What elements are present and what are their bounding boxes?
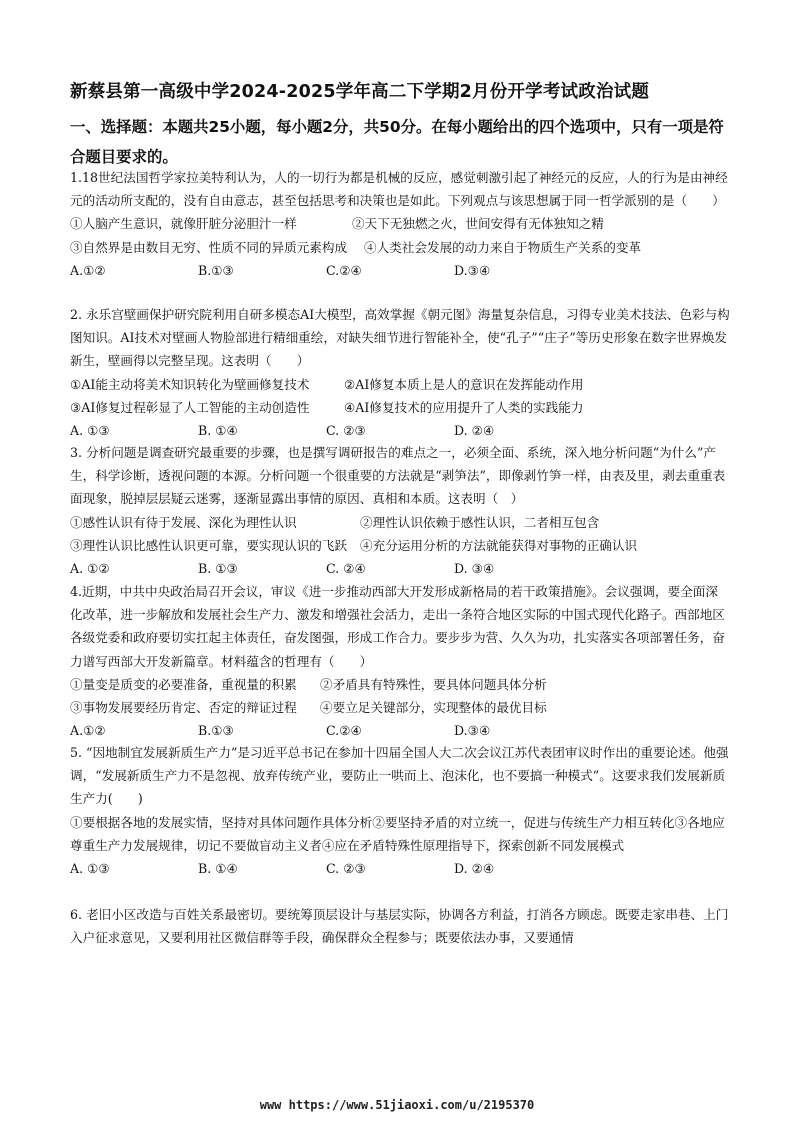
- choice-c: C. ②③: [326, 423, 366, 439]
- option-row: [70, 511, 730, 534]
- choice-c: C. ②③: [326, 861, 366, 877]
- choice-c: C.②④: [326, 262, 362, 278]
- question-5: [70, 741, 730, 880]
- option-row: [70, 396, 730, 419]
- option-4: ④要立足关键部分，实现整体的最优目标: [320, 700, 547, 716]
- option-row: [70, 212, 730, 235]
- option-2: ②天下无独燃之火，世间安得有无体独知之精: [352, 216, 604, 232]
- choice-a: A. ①②: [70, 561, 110, 577]
- choice-b: B. ①③: [198, 561, 238, 577]
- choice-d: D.③④: [454, 262, 491, 278]
- question-4: [70, 580, 730, 742]
- question-stem: 6. 老旧小区改造与百姓关系最密切。要统筹顶层设计与基层实际，协调各方利益，打消各方顾虑。既要走家串巷、上门入户征求意见，又要利用社区微信群等手段，确保群众全程参与；既要依法办事，又要通情: [70, 907, 729, 946]
- question-stem: 3. 分析问题是调查研究最重要的步骤，也是撰写调研报告的难点之一，必须全面、系统，深入地分析问题“为什么”产生，科学诊断，透视问题的本源。分析问题一个很重要的方法就是“剥笋法”，即像剥竹笋一样，由表及里，剥去重重表面现象，脱掉层层疑云迷雾，逐渐显露出事情的原因、真相和本质。这表明（ ）: [70, 445, 726, 507]
- option-3: ③理性认识比感性认识更可靠，要实现认识的飞跃: [70, 537, 348, 553]
- option-1: ①感性认识有待于发展、深化为理性认识: [70, 514, 297, 530]
- option-row: [70, 534, 730, 557]
- choice-d: D.③④: [454, 723, 491, 739]
- option-row: [70, 696, 730, 719]
- choice-a: A.①②: [70, 262, 106, 278]
- choice-b: B.①③: [198, 262, 234, 278]
- choice-d: D. ②④: [454, 861, 495, 877]
- question-stem: 5. “因地制宜发展新质生产力”是习近平总书记在参加十四届全国人大二次会议江苏代表团审议时作出的重要论述。他强调，“发展新质生产力不是忽视、放弃传统产业，要防止一哄而上、泡沫化，也不要搞一种模式”。这要求我们发展新质生产力( ): [70, 745, 729, 807]
- option-2: ②AI修复本质上是人的意识在发挥能动作用: [344, 376, 584, 392]
- question-stem: 1.18世纪法国哲学家拉美特利认为，人的一切行为都是机械的反应，感觉刺激引起了神经元的反应，人的行为是由神经元的活动所支配的，没有自由意志，甚至包括思考和决策也是如此。下列观点与该思想属于同一哲学派别的是（ ）: [70, 170, 728, 209]
- choice-a: A. ①③: [70, 423, 110, 439]
- footer-watermark-link[interactable]: www https://www.51jiaoxi.com/u/2195370: [259, 1098, 535, 1112]
- option-row: [70, 373, 730, 396]
- option-2: ②矛盾具有特殊性，要具体问题具体分析: [320, 676, 547, 692]
- choice-c: C. ②④: [326, 561, 366, 577]
- option-1: ①AI能主动将美术知识转化为壁画修复技术: [70, 376, 310, 392]
- option-row: [70, 673, 730, 696]
- question-6: [70, 903, 730, 949]
- choice-b: B.①③: [198, 723, 234, 739]
- option-3: ③事物发展要经历肯定、否定的辩证过程: [70, 700, 297, 716]
- choice-b: B. ①④: [198, 423, 238, 439]
- option-4: ④人类社会发展的动力来自于物质生产关系的变革: [364, 239, 642, 255]
- section-heading: 一、选择题：本题共25小题，每小题2分，共50分。在每小题给出的四个选项中，只有一项是符合题目要求的。: [70, 118, 724, 166]
- option-4: ④充分运用分析的方法就能获得对事物的正确认识: [360, 537, 638, 553]
- exam-title: 新蔡县第一高级中学2024-2025学年高二下学期2月份开学考试政治试题: [70, 82, 650, 102]
- option-4: ④AI修复技术的应用提升了人类的实践能力: [344, 399, 584, 415]
- question-3: [70, 441, 730, 580]
- choice-c: C.②④: [326, 723, 362, 739]
- option-3: ③自然界是由数目无穷、性质不同的异质元素构成: [70, 239, 348, 255]
- answer-choices: [70, 557, 730, 580]
- answer-choices: [70, 857, 730, 880]
- option-1: ①量变是质变的必要准备，重视量的积累: [70, 676, 297, 692]
- option-1: ①人脑产生意识，就像肝脏分泌胆汁一样: [70, 216, 297, 232]
- answer-choices: [70, 259, 730, 282]
- question-options: ①要根据各地的发展实情，坚持对具体问题作具体分析②要坚持矛盾的对立统一，促进与传统生产力相互转化③各地应尊重生产力发展规律，切记不要做盲动主义者④应在矛盾特殊性原理指导下，探索创新不同发展模式: [70, 814, 725, 853]
- answer-choices: [70, 719, 730, 742]
- question-stem: 2. 永乐宫壁画保护研究院利用自研多模态AI大模型，高效掌握《朝元图》海量复杂信息，习得专业美术技法、色彩与构图知识。AI技术对壁画人物脸部进行精细重绘，对缺失细节进行智能补全，使“孔子”“庄子”等历史形象在数字世界焕发新生，壁画得以完整呈现。这表明（ ）: [70, 307, 730, 369]
- question-1: [70, 166, 730, 282]
- answer-choices: [70, 419, 730, 442]
- choice-d: D. ③④: [454, 561, 495, 577]
- question-stem: 4.近期，中共中央政治局召开会议，审议《进一步推动西部大开发形成新格局的若干政策措施》。会议强调，要全面深化改革，进一步解放和发展社会生产力、激发和增强社会活力，走出一条符合地区实际的中国式现代化路子。西部地区各级党委和政府要切实扛起主体责任，奋发图强，形成工作合力。要步步为营、久久为功，扎实落实各项部署任务，奋力谱写西部大开发新篇章。材料蕴含的哲理有（ ）: [70, 584, 725, 669]
- option-3: ③AI修复过程彰显了人工智能的主动创造性: [70, 399, 310, 415]
- option-2: ②理性认识依赖于感性认识，二者相互包含: [360, 514, 600, 530]
- choice-d: D. ②④: [454, 423, 495, 439]
- choice-a: A. ①③: [70, 861, 110, 877]
- option-row: [70, 236, 730, 259]
- question-2: [70, 303, 730, 442]
- choice-a: A.①②: [70, 723, 106, 739]
- choice-b: B. ①④: [198, 861, 238, 877]
